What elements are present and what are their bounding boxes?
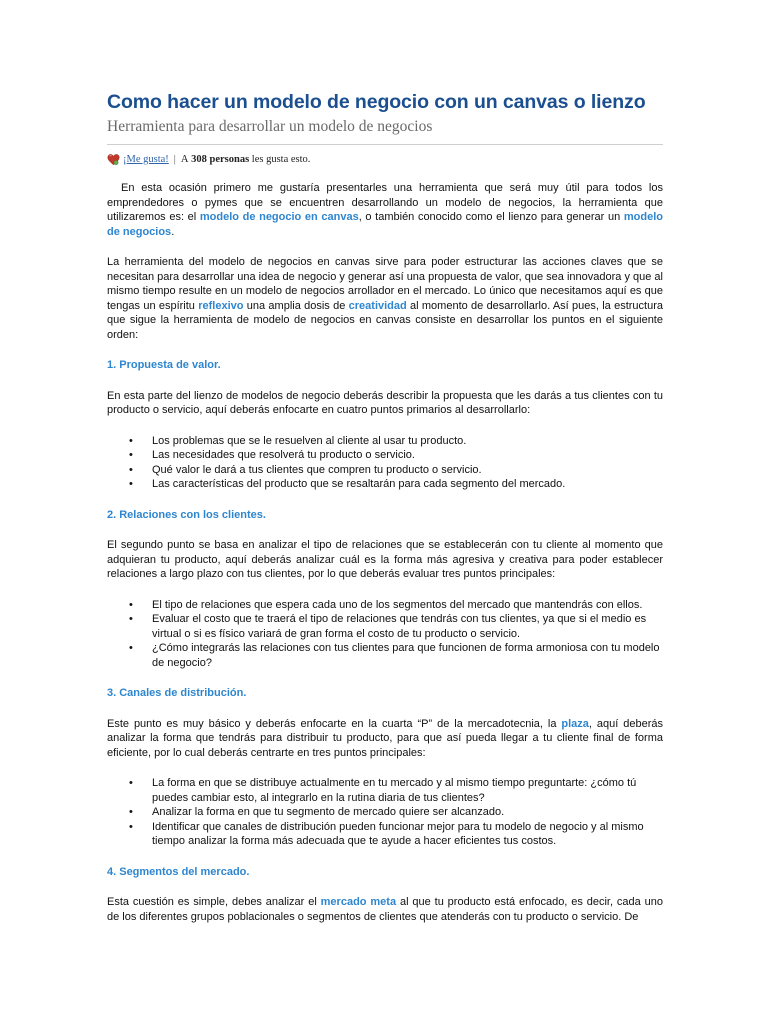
like-count: 308 personas (191, 153, 250, 165)
bullet-list-propuesta (107, 434, 663, 492)
section-heading-segmentos: 4. Segmentos del mercado. (107, 865, 250, 878)
section-body-relaciones: El segundo punto se basa en analizar el tipo de relaciones que se establecerán con tu cliente al momento que adquieran tu producto, aquí deberás analizar cuál es la forma más agresiva y creativa para poder establecer relaciones a largo plazo con tus clientes, por lo que deberás evaluar tres puntos principales: (107, 539, 663, 580)
list-item: • Identificar que canales de distribución pueden funcionar mejor para tu modelo de negocio y al mismo tiempo analizar la forma más adecuada que te ayude a hacer eficientes tus costos. (107, 820, 663, 849)
like-link[interactable]: ¡Me gusta! (123, 153, 169, 165)
link-reflexivo[interactable]: reflexivo (198, 299, 244, 312)
section-heading-relaciones: 2. Relaciones con los clientes. (107, 508, 266, 521)
list-item: • La forma en que se distribuye actualmente en tu mercado y al mismo tiempo preguntarte: ¿cómo tú puedes cambiar esto, al integrarlo en la rutina diaria de tus clientes? (107, 776, 663, 805)
like-separator: | (173, 153, 176, 165)
link-mercado-meta[interactable]: mercado meta (320, 896, 397, 908)
article-title: Como hacer un modelo de negocio con un canvas o lienzo (107, 91, 646, 113)
intro-paragraph-2: La herramienta del modelo de negocios en canvas sirve para poder estructurar las acciones claves que se necesitan para desarrollar una idea de negocio y generar así una propuesta de valor, que sea innovadora y que al mismo tiempo resulte en un modelo de negocios arrollador en el mercado. Lo único que necesitamos aquí es que tengas un espíritu reflexivo una amplia dosis de creatividad al momento de desarrollarlo. Así pues, la estructura que sigue la herramienta de modelo de negocios en canvas consiste en desarrollar los puntos en el siguiente orden: (107, 256, 663, 341)
link-modelo-negocios[interactable]: modelo de negocios (107, 211, 663, 238)
like-bar (107, 151, 663, 167)
like-count-prefix: A (180, 153, 189, 165)
article-body (107, 90, 663, 924)
section-heading-propuesta: 1. Propuesta de valor. (107, 359, 221, 371)
list-item: • El tipo de relaciones que espera cada uno de los segmentos del mercado que mantendrás con ellos. (107, 598, 663, 613)
like-count-suffix: les gusta esto. (251, 153, 311, 165)
section-body-canales: Este punto es muy básico y deberás enfocarte en la cuarta “P” de la mercadotecnia, la plaza, aquí deberás analizar la forma que tendrás para distribuir tu producto, para que así pueda llegar a tu cliente final de forma eficiente, por lo cual deberás centrarte en tres puntos principales: (107, 717, 663, 759)
bullet-list-relaciones (107, 598, 663, 671)
list-item: • ¿Cómo integrarás las relaciones con tus clientes para que funcionen de forma armoniosa con tu modelo de negocio? (107, 641, 663, 670)
intro-paragraph-1: En esta ocasión primero me gustaría presentarles una herramienta que será muy útil para todos los emprendedores o pymes que se encuentren desarrollando un modelo de negocios, la herramienta que utilizaremos es: el modelo de negocio en canvas, o también conocido como el lienzo para generar un modelo de negocios. (107, 182, 663, 238)
list-item: • Qué valor le dará a tus clientes que compren tu producto o servicio. (107, 463, 663, 478)
section-body-propuesta: En esta parte del lienzo de modelos de negocio deberás describir la propuesta que les darás a tus clientes con tu producto o servicio, aquí deberás enfocarte en cuatro puntos primarios al desarrollarlo: (107, 389, 663, 416)
bullet-list-canales (107, 776, 663, 849)
article-subtitle: Herramienta para desarrollar un modelo de negocios (107, 118, 433, 135)
header-divider (107, 144, 663, 145)
section-heading-canales: 3. Canales de distribución. (107, 687, 247, 699)
list-item: • Evaluar el costo que te traerá el tipo de relaciones que tendrás con tus clientes, ya que si el medio es virtual o si es físico variará de gran forma el costo de tu producto o servicio. (107, 612, 663, 641)
list-item: • Las necesidades que resolverá tu producto o servicio. (107, 448, 663, 463)
link-plaza[interactable]: plaza (561, 717, 589, 730)
list-item: • Los problemas que se le resuelven al cliente al usar tu producto. (107, 434, 663, 449)
list-item: • Analizar la forma en que tu segmento de mercado quiere ser alcanzado. (107, 805, 663, 820)
link-creatividad[interactable]: creatividad (348, 299, 407, 312)
heart-like-icon[interactable] (107, 153, 120, 166)
section-body-segmentos: Esta cuestión es simple, debes analizar el mercado meta al que tu producto está enfocado, es decir, cada uno de los diferentes grupos poblacionales o segmentos de clientes que atenderás con tu producto o servicio. De (107, 896, 663, 923)
link-modelo-canvas[interactable]: modelo de negocio en canvas (199, 211, 359, 223)
list-item: • Las características del producto que se resaltarán para cada segmento del mercado. (107, 477, 663, 492)
